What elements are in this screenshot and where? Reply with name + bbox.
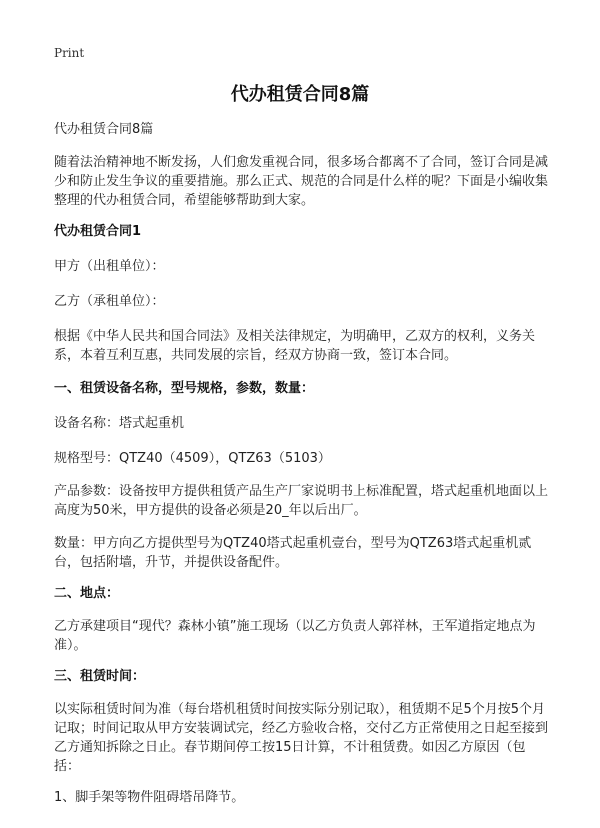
section1-heading: 一、租赁设备名称，型号规格，参数，数量： — [54, 381, 315, 396]
location-paragraph: 乙方承建项目“现代？森林小镇”施工现场（以乙方负责人郭祥林，王军道指定地点为准）。 — [54, 619, 536, 653]
party-a-paragraph: 甲方（出租单位）： — [54, 259, 165, 274]
contract-heading: 代办租赁合同1 — [54, 224, 142, 239]
print-link[interactable]: Print — [54, 46, 85, 60]
document-body — [54, 120, 550, 807]
basis-paragraph: 根据《中华人民共和国合同法》及相关法律规定，为明确甲，乙双方的权利，义务关系，本着互利互惠，共同发展的宗旨，经双方协商一致，签订本合同。 — [54, 329, 536, 363]
party-b-paragraph: 乙方（承租单位）： — [54, 294, 165, 309]
quantity-paragraph: 数量：甲方向乙方提供型号为QTZ40塔式起重机壹台，型号为QTZ63塔式起重机贰台，包括附墙，升节，并提供设备配件。 — [54, 536, 532, 570]
page-title: 代办租赁合同8篇 — [230, 84, 370, 105]
section2-heading: 二、地点： — [54, 586, 120, 601]
subtitle-paragraph: 代办租赁合同8篇 — [54, 122, 154, 137]
params-paragraph: 产品参数：设备按甲方提供租赁产品生产厂家说明书上标准配置，塔式起重机地面以上高度为50米，甲方提供的设备必须是20_年以后出厂。 — [54, 484, 549, 518]
section3-heading: 三、租赁时间： — [54, 669, 146, 684]
equipment-name-paragraph: 设备名称：塔式起重机 — [54, 416, 185, 431]
item1-paragraph: 1、脚手架等物件阻碍塔吊降节。 — [54, 790, 245, 805]
lease-time-paragraph: 以实际租赁时间为准（每台塔机租赁时间按实际分别记取），租赁期不足5个月按5个月记取；时间记取从甲方安装调试完，经乙方验收合格，交付乙方正常使用之日起至接到乙方通知拆除之日止。春节期间停工按15日计算，不计租赁费。如因乙方原因（包括： — [54, 702, 549, 774]
intro-paragraph: 随着法治精神地不断发扬，人们愈发重视合同，很多场合都离不了合同，签订合同是减少和防止发生争议的重要措施。那么正式、规范的合同是什么样的呢？下面是小编收集整理的代办租赁合同，希望能够帮助到大家。 — [54, 155, 549, 208]
spec-model-paragraph: 规格型号：QTZ40（4509），QTZ63（5103） — [54, 451, 331, 466]
